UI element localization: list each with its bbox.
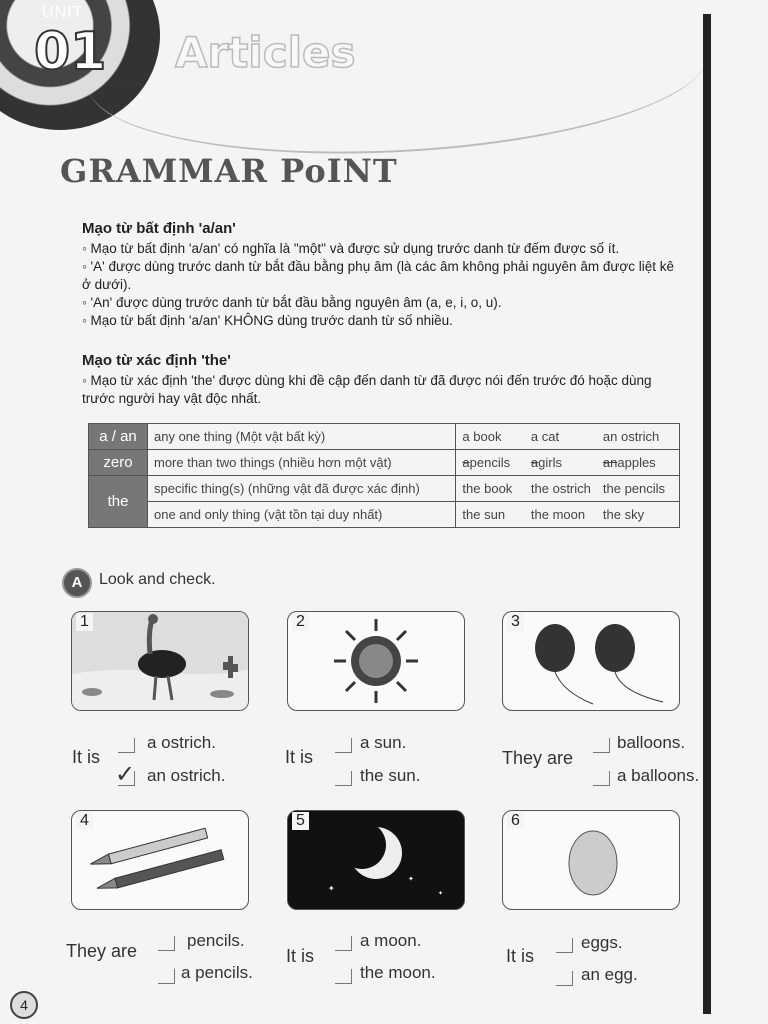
row-desc: specific thing(s) (những vật đã được xác định) [148,476,456,502]
option-label: eggs. [581,933,623,952]
exercise-title: Look and check. [99,571,216,588]
definite-heading: Mạo từ xác định 'the' [82,352,231,369]
page-edge-bar [703,14,711,1014]
option-label: a balloons. [617,766,700,785]
example-cell: an ostrich [597,424,680,450]
item-number: 6 [507,812,524,830]
option-label: the sun. [360,766,421,785]
indefinite-line: ◦ 'An' được dùng trước danh từ bắt đầu bằng nguyên âm (a, e, i, o, u). [82,294,682,312]
sentence-stem: It is [72,747,101,767]
checkbox[interactable] [118,738,135,753]
sentence-stem: It is [286,946,315,966]
row-label: the [89,476,148,528]
svg-text:✦: ✦ [328,884,335,893]
example-cell [597,450,680,476]
option-label: an ostrich. [147,766,226,785]
checkbox[interactable] [593,738,610,753]
indefinite-heading: Mạo từ bất định 'a/an' [82,220,236,237]
example-cell: the ostrich [525,476,597,502]
exercise-letter-icon: A [62,568,92,598]
checkbox[interactable] [335,969,352,984]
picture-card-sun [287,611,465,711]
example-cell [456,450,525,476]
checkbox[interactable] [335,771,352,786]
example-cell: the pencils [597,476,680,502]
option-label: a sun. [360,733,407,752]
crossed-article: a [530,455,539,470]
picture-card-pencils [71,810,249,910]
indefinite-line: ◦ Mạo từ bất định 'a/an' có nghĩa là "một" và được sử dụng trước danh từ đếm được số ít. [82,240,682,258]
page-number: 4 [10,991,38,1019]
item-number: 4 [76,812,93,830]
checkbox[interactable] [335,738,352,753]
section-title: GRAMMAR PoINT [60,152,398,190]
sentence-stem: It is [506,946,535,966]
row-desc: any one thing (Một vật bất kỳ) [148,424,456,450]
checkbox[interactable] [556,938,573,953]
egg-illustration [503,811,679,909]
article-table [88,423,680,528]
checkbox[interactable] [335,936,352,951]
row-desc: one and only thing (vật tồn tại duy nhất) [148,502,456,528]
example-cell [525,450,597,476]
checkbox[interactable] [158,936,175,951]
example-cell: a cat [525,424,597,450]
table-row [89,450,680,476]
item-number: 1 [76,613,93,631]
svg-text:✦: ✦ [408,876,414,883]
table-row [89,502,680,528]
picture-card-ostrich [71,611,249,711]
example-cell: the moon [525,502,597,528]
item-number: 2 [292,613,309,631]
moon-illustration [288,811,464,909]
table-row [89,424,680,450]
item-number: 5 [292,812,309,830]
row-label: a / an [89,424,148,450]
example-word: girls [538,455,562,470]
definite-rule [82,352,682,408]
picture-card-balloons [502,611,680,711]
option-label: a ostrich. [147,733,216,752]
sentence-stem: It is [285,747,314,767]
unit-number: 01 [34,22,107,82]
sun-illustration [288,612,464,710]
option-label: an egg. [581,965,638,984]
row-desc: more than two things (nhiều hơn một vật) [148,450,456,476]
picture-card-moon [287,810,465,910]
checkbox[interactable] [593,771,610,786]
sentence-stem: They are [66,941,138,961]
item-number: 3 [507,613,524,631]
example-cell: the sky [597,502,680,528]
example-cell: a book [456,424,525,450]
checkbox[interactable] [556,971,573,986]
sentence-stem: They are [502,748,574,768]
example-word: pencils [469,455,511,470]
picture-card-egg [502,810,680,910]
indefinite-rule [82,220,682,330]
example-cell: the book [456,476,525,502]
pencils-illustration [72,811,248,909]
row-label: zero [89,450,148,476]
option-label: the moon. [360,963,436,982]
table-row [89,476,680,502]
crossed-article: a [462,455,470,470]
ostrich-illustration [72,612,248,710]
example-word: apples [617,455,656,470]
balloons-illustration [503,612,679,710]
option-label: balloons. [617,733,686,752]
page-title: Articles [175,28,356,77]
option-label: a pencils. [181,963,253,982]
check-mark-icon: ✓ [115,761,136,788]
unit-label: UNIT [42,4,84,21]
definite-line: ◦ Mạo từ xác định 'the' được dùng khi đề cập đến danh từ đã được nói đến trước đó hoặc dùng trước người hay vật độc nhất. [82,372,682,408]
indefinite-line: ◦ Mạo từ bất định 'a/an' KHÔNG dùng trước danh từ số nhiều. [82,312,682,330]
option-label: a moon. [360,931,422,950]
crossed-article: an [602,455,618,470]
svg-text:✦: ✦ [438,891,444,897]
option-label: pencils. [187,931,245,950]
indefinite-line: ◦ 'A' được dùng trước danh từ bắt đầu bằng phụ âm (là các âm không phải nguyên âm được liệt kê ở dưới). [82,258,682,294]
example-cell: the sun [456,502,525,528]
checkbox[interactable] [158,969,175,984]
